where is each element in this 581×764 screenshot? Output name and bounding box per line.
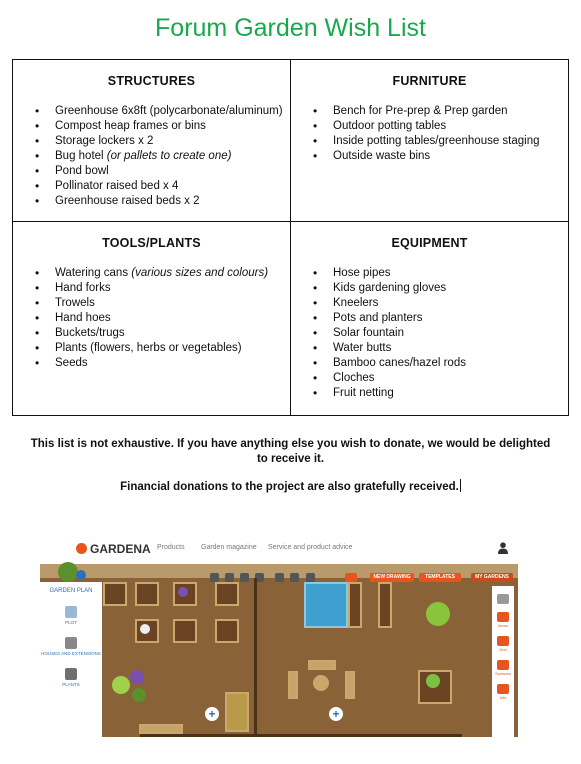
bench [139,724,183,734]
list-item-text: Kids gardening gloves [333,282,447,294]
right-tool-items: Items [498,623,508,628]
equipment-heading: EQUIPMENT [391,236,468,250]
right-tool-surfaces: Surfaces [495,671,511,676]
list-item-text: Outdoor potting tables [333,120,447,132]
list-item-text: Greenhouse raised beds x 2 [55,195,200,207]
not-exhaustive-note: This list is not exhaustive. If you have anything else you wish to donate, we would be delighted to receive it. [30,438,551,465]
list-item [55,104,290,119]
list-item-text: Fruit netting [333,387,394,399]
info-icon [497,684,509,694]
structures-heading: STRUCTURES [107,74,196,88]
list-item [333,281,568,296]
tool-icon [225,573,234,582]
furniture-list [291,104,568,164]
nav-service: Service and product advice [268,544,353,551]
list-item [55,119,290,134]
list-item-note: (or pallets to create one) [106,150,232,162]
list-item [333,326,568,341]
right-tool-info: Info [499,695,507,700]
list-item [333,341,568,356]
fence [140,734,462,737]
bench [288,671,298,699]
table-icon [313,675,329,691]
raised-bed [215,582,239,606]
furniture-cell [291,60,569,222]
financial-note [30,479,551,495]
list-item-text: Watering cans [55,267,132,279]
furniture-heading: FURNITURE [392,74,467,88]
gardena-logo-icon [76,543,87,554]
nav-products: Products [157,544,185,551]
list-item-text: Bamboo canes/hazel rods [333,357,466,369]
list-item-text: Pollinator raised bed x 4 [55,180,179,192]
leaf-icon [65,668,77,680]
page-title: Forum Garden Wish List [155,14,426,42]
list-item [333,356,568,371]
user-icon [498,542,508,554]
planner-sidebar [40,582,102,737]
shrub-icon [112,676,130,694]
list-item [55,281,290,296]
garden-planner-screenshot [40,533,518,737]
list-item-text: Compost heap frames or bins [55,120,206,132]
list-item-text: Greenhouse 6x8ft (polycarbonate/aluminum) [55,105,283,117]
financial-note-text: Financial donations to the project are also gratefully received. [120,481,459,493]
planner-right-toolbar [492,586,514,737]
raised-bed [378,582,392,628]
sidebar-item-plot: PLOT [65,620,77,625]
bench [345,671,355,699]
list-item [55,326,290,341]
list-item [55,179,290,194]
plant-icon [426,674,440,688]
list-item [333,134,568,149]
list-item [333,386,568,401]
list-item [55,311,290,326]
surfaces-icon [497,660,509,670]
tools-plants-list [13,266,290,371]
shrub-icon [76,570,86,580]
list-item-text: Hand hoes [55,312,111,324]
flower-icon [178,587,188,597]
list-item-text: Inside potting tables/greenhouse staging [333,135,540,147]
list-item [55,149,290,164]
raised-bed [135,582,159,606]
list-item-text: Seeds [55,357,88,369]
raised-bed [348,582,362,628]
list-item [55,134,290,149]
list-item-text: Hose pipes [333,267,391,279]
list-item [333,296,568,311]
list-item-text: Bench for Pre-prep & Prep garden [333,105,508,117]
gardena-brand: GARDENA [90,542,151,556]
list-item [333,104,568,119]
list-item-text: Plants (flowers, herbs or vegetables) [55,342,242,354]
planner-topbar [40,533,518,564]
tools-plants-cell [13,222,291,416]
tree-icon [426,602,450,626]
equipment-cell [291,222,569,416]
right-tool-grid: Grid [499,647,507,652]
flower-icon [140,624,150,634]
list-item-text: Solar fountain [333,327,404,339]
undo-icon [275,573,284,582]
raised-bed [103,582,127,606]
flower-icon [130,670,144,684]
sidebar-item-houses: HOUSES AND EXTENSIONS [41,651,101,656]
raised-bed [173,619,197,643]
list-item-text: Kneelers [333,297,379,309]
sidebar-title: GARDEN PLAN [49,588,93,594]
grid-icon [497,636,509,646]
nav-garden-magazine: Garden magazine [201,544,257,551]
list-item [55,296,290,311]
my-gardens-button: MY GARDENS [471,573,513,582]
list-item [333,311,568,326]
list-item [333,149,568,164]
list-item-text: Pond bowl [55,165,109,177]
sidebar-item-plants: PLANTS [62,682,80,687]
wish-list-table [12,59,569,416]
hand-icon [497,594,509,604]
list-item [55,356,290,371]
list-item [55,194,290,209]
list-item-text: Trowels [55,297,95,309]
list-item [333,371,568,386]
compost-bin [225,692,249,732]
plot-icon [65,606,77,618]
gardena-logo [76,542,151,556]
shrub-icon [132,688,146,702]
list-item-text: Outside waste bins [333,150,431,162]
structures-cell [13,60,291,222]
list-item-text: Buckets/trugs [55,327,125,339]
garden-canvas [40,564,518,737]
list-item-note: (various sizes and colours) [131,267,269,279]
share-icon [345,573,357,582]
list-item [55,341,290,356]
new-drawing-button: NEW DRAWING [370,573,414,582]
bench [308,660,336,670]
list-item-text: Pots and planters [333,312,423,324]
tree-icon [58,562,78,582]
tool-icon [210,573,219,582]
tools-plants-heading: TOOLS/PLANTS [102,236,201,250]
list-item [333,266,568,281]
print-icon [306,573,315,582]
fence [254,578,257,737]
list-item [55,266,290,281]
redo-icon [290,573,299,582]
text-cursor [460,479,461,492]
tool-icon [240,573,249,582]
list-item-text: Hand forks [55,282,111,294]
structures-list [13,104,290,209]
list-item-text: Storage lockers x 2 [55,135,154,147]
raised-bed [215,619,239,643]
list-item [333,119,568,134]
greenhouse [304,582,348,628]
equipment-list [291,266,568,401]
items-icon [497,612,509,622]
house-icon [65,637,77,649]
templates-button: TEMPLATES [419,573,461,582]
add-icon: + [329,707,343,721]
list-item-text: Water butts [333,342,392,354]
list-item-text: Bug hotel [55,150,107,162]
list-item-text: Cloches [333,372,375,384]
zoom-in-icon: + [205,707,219,721]
list-item [55,164,290,179]
